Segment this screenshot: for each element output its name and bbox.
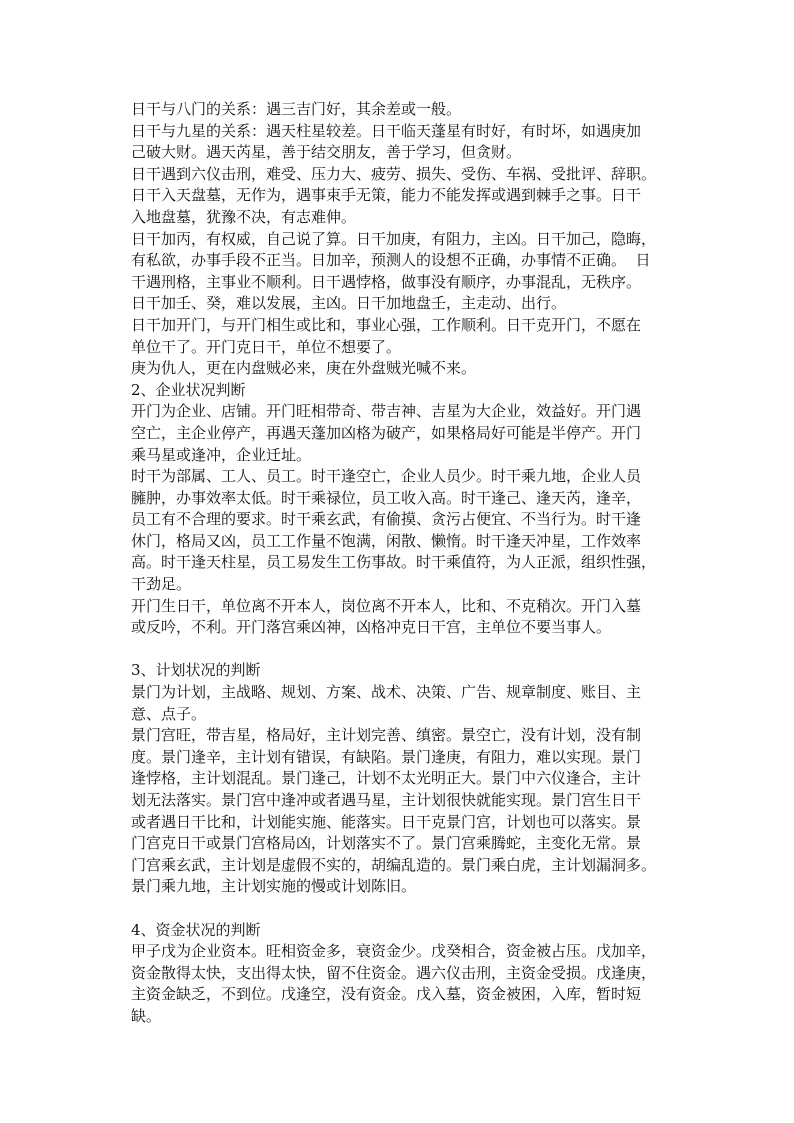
text-line: 意、点子。 <box>131 704 207 723</box>
text-line: 2、企业状况判断 <box>131 380 246 399</box>
text-line: 3、计划状况的判断 <box>131 661 261 680</box>
text-line: 日干加壬、癸，难以发展，主凶。日干加地盘壬，主走动、出行。 <box>131 294 567 313</box>
text-line: 景门为计划，主战略、规划、方案、战术、决策、广告、规章制度、账目、主 <box>131 683 642 702</box>
text-line: 度。景门逢辛，主计划有错误，有缺陷。景门逢庚，有阻力，难以实现。景门 <box>131 747 642 766</box>
text-line: 或者遇日干比和，计划能实施、能落实。日干克景门宫，计划也可以落实。景 <box>131 812 642 831</box>
text-line: 乘马星或逢冲，企业迁址。 <box>131 445 312 464</box>
text-line: 开门为企业、店铺。开门旺相带奇、带吉神、吉星为大企业，效益好。开门遇 <box>131 402 642 421</box>
text-line: 单位干了。开门克日干，单位不想要了。 <box>131 337 402 356</box>
text-line: 日干加丙，有权威，自己说了算。日干加庚，有阻力，主凶。日干加己，隐晦， <box>131 229 657 248</box>
text-line: 门宫克日干或景门宫格局凶，计划落实不了。景门宫乘腾蛇，主变化无常。景 <box>131 834 642 853</box>
text-line: 空亡，主企业停产，再遇天蓬加凶格为破产，如果格局好可能是半停产。开门 <box>131 423 642 442</box>
blank-line <box>131 898 673 920</box>
text-line: 甲子戊为企业资本。旺相资金多，衰资金少。戊癸相合，资金被占压。戊加辛， <box>131 942 657 961</box>
text-line: 门宫乘玄武，主计划是虚假不实的，胡编乱造的。景门乘白虎，主计划漏洞多。 <box>131 855 657 874</box>
text-line: 资金散得太快，支出得太快，留不住资金。遇六仪击刑，主资金受损。戊逢庚， <box>131 963 657 982</box>
text-line: 景门宫旺，带吉星，格局好，主计划完善、缜密。景空亡，没有计划，没有制 <box>131 726 642 745</box>
document-page <box>131 99 673 1028</box>
text-line: 庚为仇人，更在内盘贼必来，庚在外盘贼光喊不来。 <box>131 359 477 378</box>
text-line: 4、资金状况的判断 <box>131 920 261 939</box>
text-line: 时干为部属、工人、员工。时干逢空亡，企业人员少。时干乘九地，企业人员 <box>131 467 642 486</box>
text-line: 日干入天盘墓，无作为，遇事束手无策，能力不能发挥或遇到棘手之事。日干 <box>131 186 642 205</box>
text-line: 日干与八门的关系：遇三吉门好，其余差或一般。 <box>131 100 462 118</box>
text-line: 员工有不合理的要求。时干乘玄武，有偷摸、贪污占便宜、不当行为。时干逢 <box>131 510 642 529</box>
text-line: 干劲足。 <box>131 575 192 594</box>
text-line: 主资金缺乏，不到位。戊逢空，没有资金。戊入墓，资金被困，入库，暂时短 <box>131 985 642 1004</box>
text-line: 景门乘九地，主计划实施的慢或计划陈旧。 <box>131 877 417 896</box>
text-line: 日干与九星的关系：遇天柱星较差。日干临天蓬星有时好，有时坏，如遇庚加 <box>131 121 642 140</box>
text-line: 休门，格局又凶，员工工作量不饱满，闲散、懒惰。时干逢天冲星，工作效率 <box>131 531 642 550</box>
text-line: 臃肿，办事效率太低。时干乘禄位，员工收入高。时干逢己、逢天芮，逢辛， <box>131 488 642 507</box>
text-line: 或反吟，不利。开门落宫乘凶神，凶格冲克日干宫，主单位不要当事人。 <box>131 618 612 637</box>
text-line: 高。时干逢天柱星，员工易发生工伤事故。时干乘值符，为人正派，组织性强， <box>131 553 657 572</box>
text-line: 有私欲，办事手段不正当。日加辛，预测人的设想不正确，办事情不正确。 日 <box>131 251 651 270</box>
text-line: 日干加开门，与开门相生或比和，事业心强，工作顺利。日干克开门，不愿在 <box>131 315 642 334</box>
text-line: 入地盘墓，犹豫不决，有志难伸。 <box>131 207 357 226</box>
blank-line <box>131 639 673 661</box>
text-line: 干遇刑格，主事业不顺利。日干遇悖格，做事没有顺序，办事混乱，无秩序。 <box>131 272 642 291</box>
text-line: 缺。 <box>131 1006 162 1025</box>
text-line: 开门生日干，单位离不开本人，岗位离不开本人，比和、不克稍次。开门入墓 <box>131 596 642 615</box>
text-line: 己破大财。遇天芮星，善于结交朋友，善于学习，但贪财。 <box>131 143 522 162</box>
text-line: 逢悖格，主计划混乱。景门逢己，计划不太光明正大。景门中六仪逢合，主计 <box>131 769 642 788</box>
text-line: 日干遇到六仪击刑，难受、压力大、疲劳、损失、受伤、车祸、受批评、辞职。 <box>131 164 657 183</box>
text-line: 划无法落实。景门宫中逢冲或者遇马星，主计划很快就能实现。景门宫生日干 <box>131 791 642 809</box>
